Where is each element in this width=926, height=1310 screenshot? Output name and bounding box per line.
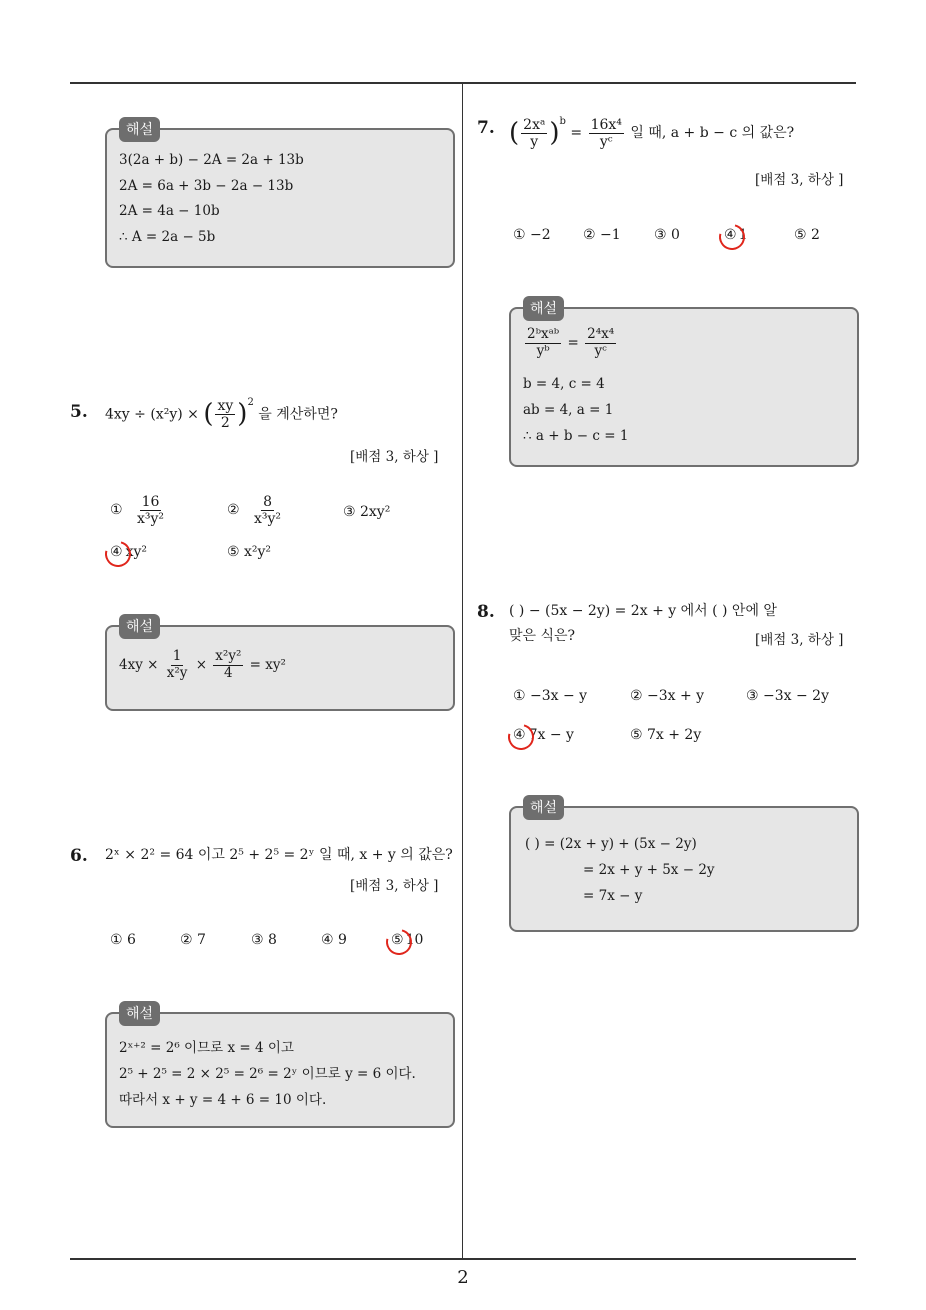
choice-text: 10 <box>405 932 424 948</box>
choice-marker: ⑤ <box>391 932 404 948</box>
fraction-numerator: 2ᵇxᵃᵇ <box>527 326 560 342</box>
fraction <box>521 117 547 150</box>
question-suffix: 일 때, a + b − c 의 값은? <box>630 125 795 142</box>
answer-circle <box>714 219 750 255</box>
solution-line <box>119 649 286 681</box>
choice-text: 7x − y <box>528 727 574 743</box>
fraction-denominator: x³y² <box>254 511 282 528</box>
solution-line: 2A = 4a − 10b <box>119 203 220 219</box>
fraction <box>165 649 190 681</box>
solution-text: × <box>195 657 207 674</box>
fraction <box>525 327 561 359</box>
choice-1[interactable]: ① −2 <box>513 227 551 243</box>
fraction <box>589 117 624 150</box>
choice-5[interactable]: ⑤ 7x + 2y <box>630 727 702 743</box>
choice-2[interactable]: ② 7 <box>180 932 206 948</box>
question-text: 2ˣ × 2² = 64 이고 2⁵ + 2⁵ = 2ʸ 일 때, x + y 의 값은? <box>105 847 453 863</box>
question-line: 맞은 식은? <box>509 628 576 644</box>
top-rule <box>70 82 856 84</box>
solution-box-q8 <box>509 806 859 932</box>
choice-marker: ② <box>227 502 240 519</box>
solution-line: 2ˣ⁺² = 2⁶ 이므로 x = 4 이고 <box>119 1040 294 1056</box>
question-text <box>105 398 338 431</box>
choice-1[interactable]: ① −3x − y <box>513 688 588 704</box>
column-divider <box>462 84 463 1259</box>
choice-2[interactable]: ② −3x + y <box>630 688 705 704</box>
solution-line <box>523 327 618 359</box>
solution-label: 해설 <box>119 117 160 142</box>
fraction <box>252 494 283 527</box>
choice-4[interactable]: ④ 9 <box>321 932 347 948</box>
fraction-numerator: 16 <box>141 494 160 510</box>
question-marks: [배점 3, 하상 ] <box>755 632 844 648</box>
solution-box-q4 <box>105 128 455 268</box>
paren-open: ( <box>509 118 520 148</box>
paren-close: ) <box>549 118 560 148</box>
choice-3[interactable]: ③ 2xy² <box>343 504 391 520</box>
solution-label: 해설 <box>119 1001 160 1026</box>
solution-line: 따라서 x + y = 4 + 6 = 10 이다. <box>119 1092 327 1108</box>
choice-marker: ④ <box>110 544 123 560</box>
solution-line: 2A = 6a + 3b − 2a − 13b <box>119 178 294 194</box>
solution-label: 해설 <box>119 614 160 639</box>
exponent: b <box>559 115 566 127</box>
bottom-rule <box>70 1258 856 1260</box>
fraction <box>585 327 616 359</box>
question-text <box>509 117 794 150</box>
question-marks: [배점 3, 하상 ] <box>350 449 439 465</box>
fraction-numerator: xy <box>217 398 234 414</box>
question-number: 7. <box>477 118 495 138</box>
equals: = <box>570 125 583 142</box>
solution-box-q6 <box>105 1012 455 1128</box>
solution-box-q5 <box>105 625 455 711</box>
solution-text: = xy² <box>249 657 286 674</box>
choice-2[interactable]: ② −1 <box>583 227 621 243</box>
exponent: 2 <box>247 396 254 408</box>
answer-circle <box>100 536 136 572</box>
choice-3[interactable]: ③ 8 <box>251 932 277 948</box>
fraction-denominator: 4 <box>224 664 233 681</box>
fraction-numerator: 8 <box>263 494 272 510</box>
fraction-numerator: x²y² <box>215 648 242 664</box>
fraction-denominator: yᶜ <box>599 134 613 151</box>
choice-marker: ④ <box>513 727 526 743</box>
page-number: 2 <box>457 1267 469 1288</box>
solution-line: ( ) = (2x + y) + (5x − 2y) <box>525 836 697 852</box>
fraction <box>213 649 243 681</box>
solution-text: 4xy × <box>119 657 159 674</box>
choice-marker: ① <box>110 502 123 519</box>
solution-label: 해설 <box>523 795 564 820</box>
solution-line: b = 4, c = 4 <box>523 376 605 392</box>
choice-1[interactable]: ① 6 <box>110 932 136 948</box>
question-line: ( ) − (5x − 2y) = 2x + y 에서 ( ) 안에 알 <box>509 603 777 619</box>
choice-1[interactable] <box>110 494 168 527</box>
choice-marker: ④ <box>724 227 737 243</box>
choice-3[interactable]: ③ −3x − 2y <box>746 688 829 704</box>
answer-circle <box>503 719 539 755</box>
fraction <box>215 398 235 431</box>
fraction-numerator: 1 <box>172 648 182 664</box>
fraction-denominator: x²y <box>166 664 188 681</box>
solution-line: 2⁵ + 2⁵ = 2 × 2⁵ = 2⁶ = 2ʸ 이므로 y = 6 이다. <box>119 1066 416 1082</box>
choice-2[interactable] <box>227 494 285 527</box>
question-number: 6. <box>70 846 88 866</box>
fraction-denominator: 2 <box>220 415 230 432</box>
solution-label: 해설 <box>523 296 564 321</box>
question-expression: 4xy ÷ (x²y) × <box>105 406 204 423</box>
fraction-denominator: y <box>530 134 539 151</box>
fraction-numerator: 2⁴x⁴ <box>587 326 615 342</box>
solution-box-q7 <box>509 307 859 467</box>
solution-line: ∴ a + b − c = 1 <box>523 428 629 444</box>
fraction-denominator: yᵇ <box>536 342 550 359</box>
solution-line: ∴ A = 2a − 5b <box>119 229 216 245</box>
solution-line: ab = 4, a = 1 <box>523 402 614 418</box>
fraction-numerator: 2xᵃ <box>523 117 546 133</box>
paren-open: ( <box>203 399 214 429</box>
fraction-denominator: yᶜ <box>594 342 607 359</box>
question-number: 8. <box>477 602 495 622</box>
answer-circle <box>381 924 417 960</box>
equals: = <box>567 335 579 352</box>
paren-close: ) <box>237 399 248 429</box>
fraction-denominator: x³y² <box>137 511 165 528</box>
solution-line: = 7x − y <box>583 888 643 904</box>
question-number: 5. <box>70 402 88 422</box>
choice-text: xy² <box>125 544 147 560</box>
solution-line: = 2x + y + 5x − 2y <box>583 862 715 878</box>
question-marks: [배점 3, 하상 ] <box>755 172 844 188</box>
fraction <box>135 494 166 527</box>
choice-text: 1 <box>738 227 748 243</box>
fraction-numerator: 16x⁴ <box>590 117 622 133</box>
question-marks: [배점 3, 하상 ] <box>350 878 439 894</box>
choice-3[interactable]: ③ 0 <box>654 227 680 243</box>
choice-5[interactable]: ⑤ x²y² <box>227 544 272 560</box>
question-suffix: 을 계산하면? <box>258 406 338 423</box>
solution-line: 3(2a + b) − 2A = 2a + 13b <box>119 152 304 168</box>
choice-5[interactable]: ⑤ 2 <box>794 227 820 243</box>
